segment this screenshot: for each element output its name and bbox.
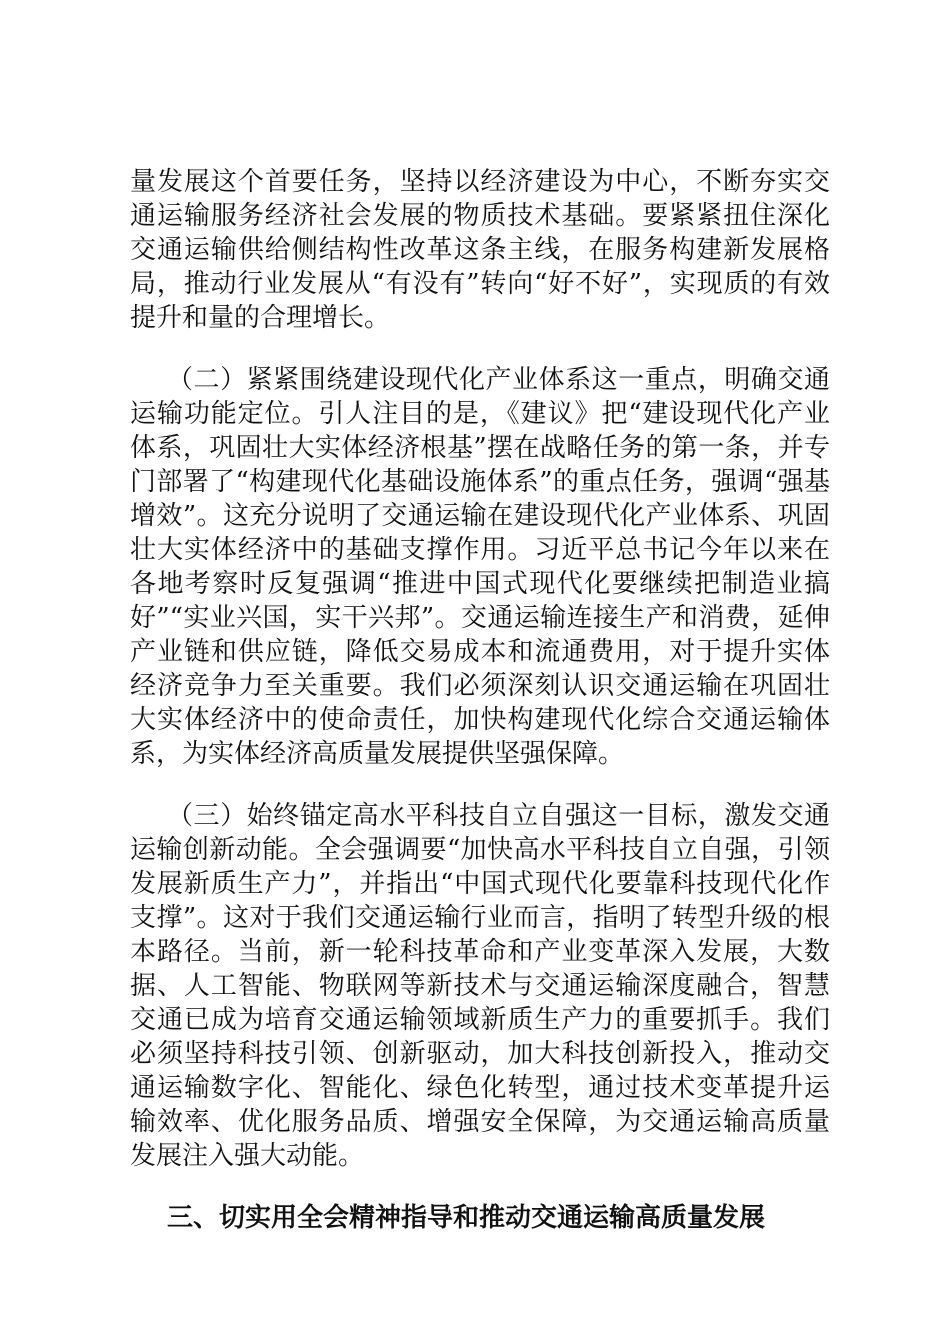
section-heading: 三、切实用全会精神指导和推动交通运输高质量发展 xyxy=(167,1203,766,1233)
document-body xyxy=(130,165,830,1235)
paragraph-section-two: （二）紧紧围绕建设现代化产业体系这一重点，明确交通运输功能定位。引人注目的是，《建议》把“建设现代化产业体系，巩固壮大实体经济根基”摆在战略任务的第一条，并专门部署了“构建现代化基础设施体系”的重点任务，强调“强基增效”。这充分说明了交通运输在建设现代化产业体系、巩固壮大实体经济中的基础支撑作用。习近平总书记今年以来在各地考察时反复强调“推进中国式现代化要继续把制造业搞好”“实业兴国，实干兴邦”。交通运输连接生产和消费，延伸产业链和供应链，降低交易成本和流通费用，对于提升实体经济竞争力至关重要。我们必须深刻认识交通运输在巩固壮大实体经济中的使命责任，加快构建现代化综合交通运输体系，为实体经济高质量发展提供坚强保障。 xyxy=(130,365,830,769)
paragraph-continuation: 量发展这个首要任务，坚持以经济建设为中心，不断夯实交通运输服务经济社会发展的物质技术基础。要紧紧扭住深化交通运输供给侧结构性改革这条主线，在服务构建新发展格局，推动行业发展从“有没有”转向“好不好”，实现质的有效提升和量的合理增长。 xyxy=(130,167,830,333)
paragraph-section-three: （三）始终锚定高水平科技自立自强这一目标，激发交通运输创新动能。全会强调要“加快高水平科技自立自强，引领发展新质生产力”，并指出“中国式现代化要靠科技现代化作支撑”。这对于我们交通运输行业而言，指明了转型升级的根本路径。当前，新一轮科技革命和产业变革深入发展，大数据、人工智能、物联网等新技术与交通运输深度融合，智慧交通已成为培育交通运输领域新质生产力的重要抓手。我们必须坚持科技引领、创新驱动，加大科技创新投入，推动交通运输数字化、智能化、绿色化转型，通过技术变革提升运输效率、优化服务品质、增强安全保障，为交通运输高质量发展注入强大动能。 xyxy=(130,801,830,1171)
